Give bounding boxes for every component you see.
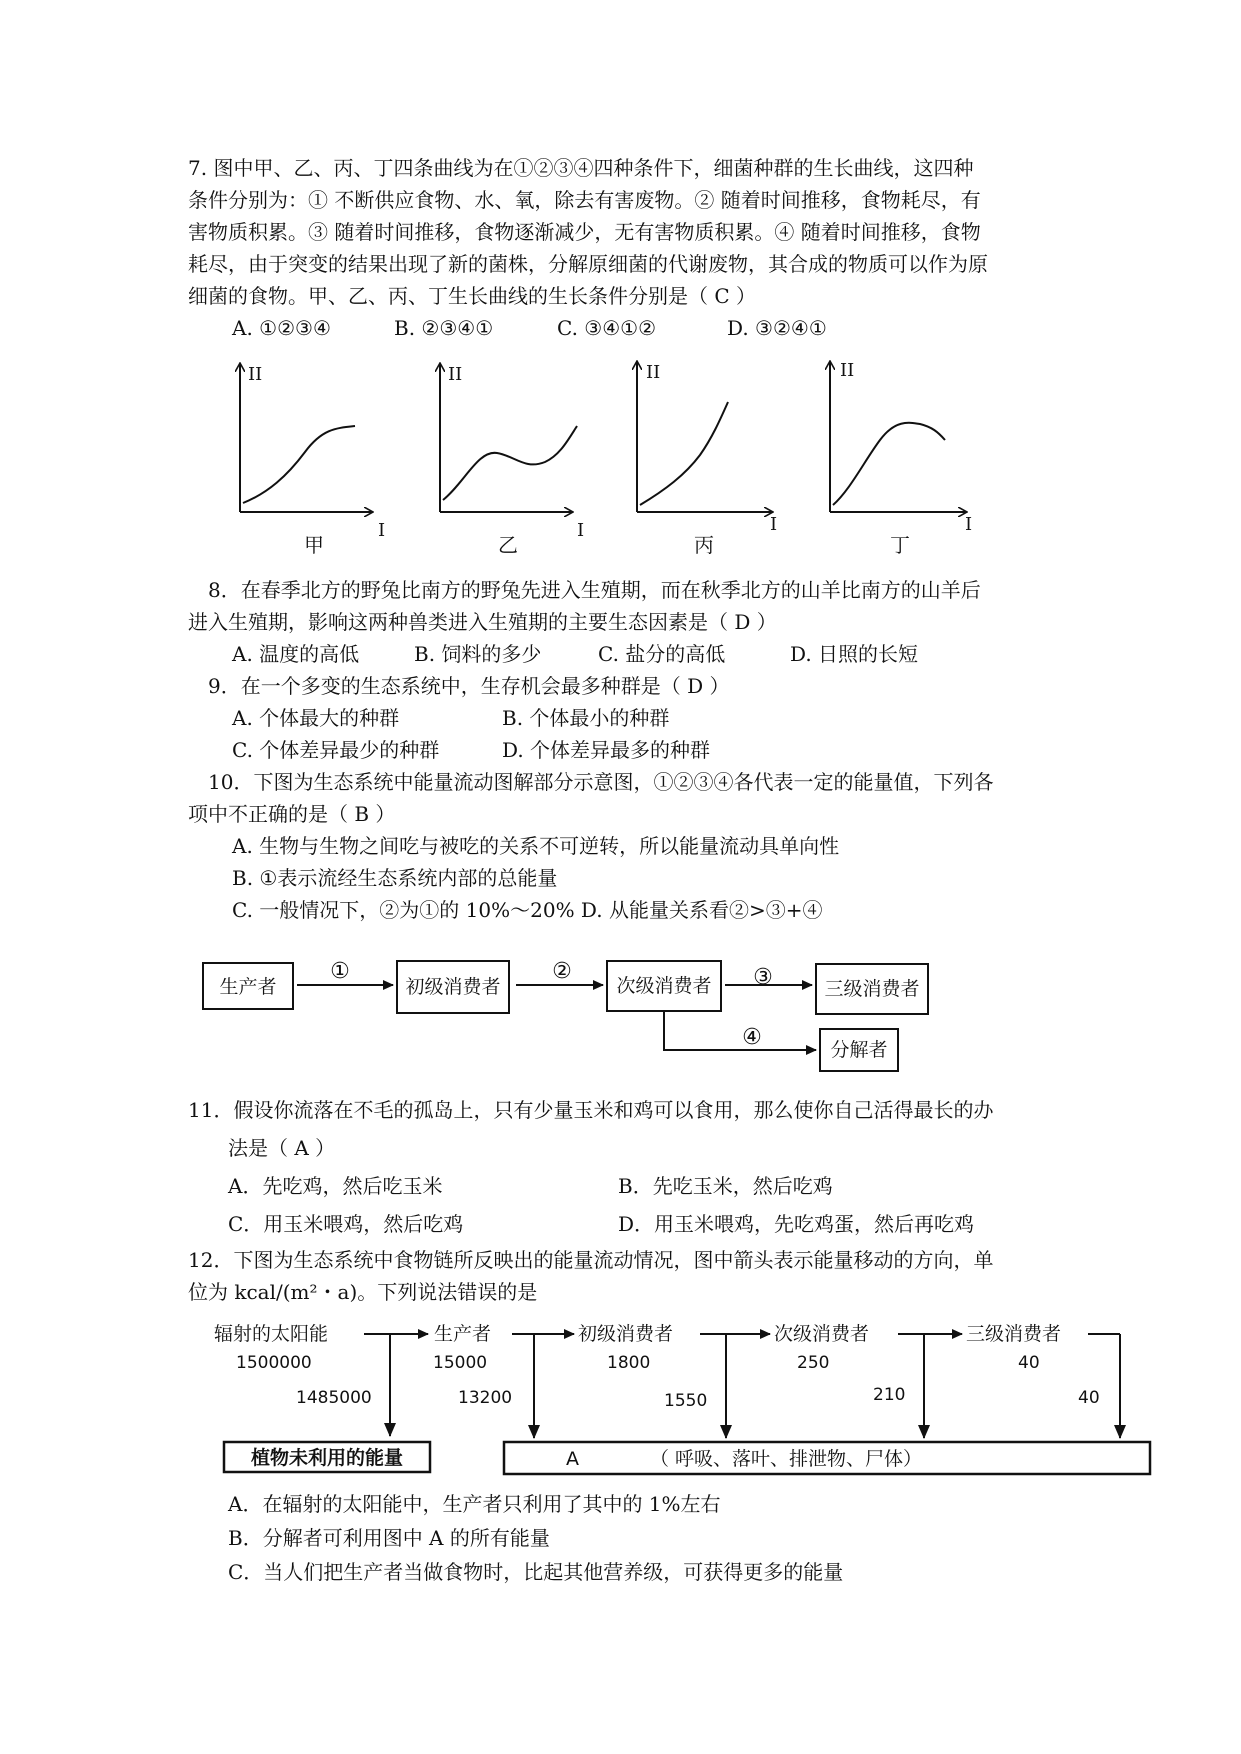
q8-line-2: 进入生殖期，影响这两种兽类进入生殖期的主要生态因素是（ D ） <box>188 610 777 634</box>
q12-food-chain-diagram <box>0 1310 1241 1480</box>
node-secondary-consumer-label: 次级消费者 <box>616 975 712 997</box>
chain-producer-value: 15000 <box>433 1353 488 1373</box>
node-producer-label: 生产者 <box>219 976 277 998</box>
chart-ding-name: 丁 <box>890 533 910 557</box>
chain-tertiary-label: 三级消费者 <box>966 1323 1062 1345</box>
down-value-3: 1550 <box>664 1391 708 1411</box>
q10-line-1: 10．下图为生态系统中能量流动图解部分示意图，①②③④各代表一定的能量值，下列各 <box>208 770 994 794</box>
q11-option-c: C．用玉米喂鸡，然后吃鸡 <box>228 1212 464 1236</box>
chart-yi-y-label: II <box>448 364 463 385</box>
q8-option-c: C. 盐分的高低 <box>598 642 726 666</box>
chart-ding <box>830 360 972 557</box>
q9-option-c: C. 个体差异最少的种群 <box>232 738 440 762</box>
chart-yi-x-label: I <box>577 520 585 541</box>
q8-option-d: D. 日照的长短 <box>790 642 919 666</box>
down-value-1: 1485000 <box>296 1388 372 1408</box>
q10-option-a: A. 生物与生物之间吃与被吃的关系不可逆转，所以能量流动具单向性 <box>232 834 840 858</box>
chart-bing-name: 丙 <box>694 533 714 557</box>
q9-line: 9．在一个多变的生态系统中，生存机会最多种群是（ D ） <box>208 674 730 698</box>
q12-line-2: 位为 kcal/(m²・a)。下列说法错误的是 <box>188 1280 538 1304</box>
box-a-desc: （ 呼吸、落叶、排泄物、尸体） <box>650 1448 923 1470</box>
chain-sun-label: 辐射的太阳能 <box>214 1323 329 1345</box>
q11-line-1: 11．假设你流落在不毛的孤岛上，只有少量玉米和鸡可以食用，那么使你自己活得最长的办 <box>188 1098 994 1122</box>
chart-ding-curve <box>833 423 945 505</box>
down-value-4: 210 <box>873 1385 906 1405</box>
chart-bing-y-label: II <box>646 362 661 383</box>
q12-line-1: 12．下图为生态系统中食物链所反映出的能量流动情况，图中箭头表示能量移动的方向，单 <box>188 1248 994 1272</box>
chain-primary-label: 初级消费者 <box>578 1323 674 1345</box>
q10-line-2: 项中不正确的是（ B ） <box>188 802 396 826</box>
chain-tertiary-value: 40 <box>1018 1353 1040 1373</box>
q7-option-d: D. ③②④① <box>727 316 827 340</box>
chart-jia-x-label: I <box>378 520 386 541</box>
q7-line-4: 耗尽，由于突变的结果出现了新的菌株，分解原细菌的代谢废物，其合成的物质可以作为原 <box>188 252 988 276</box>
chain-primary-value: 1800 <box>607 1353 651 1373</box>
q9-option-b: B. 个体最小的种群 <box>502 706 670 730</box>
q8-option-b: B. 饲料的多少 <box>414 642 542 666</box>
node-decomposer-label: 分解者 <box>830 1039 888 1061</box>
chart-yi-name: 乙 <box>498 533 518 557</box>
chain-secondary-value: 250 <box>797 1353 830 1373</box>
q7-option-b: B. ②③④① <box>394 316 494 340</box>
q9-option-d: D. 个体差异最多的种群 <box>502 738 711 762</box>
chain-producer-label: 生产者 <box>434 1323 492 1345</box>
arrow-4 <box>664 1011 816 1050</box>
box-a-letter: A <box>566 1448 579 1470</box>
q12-option-a: A．在辐射的太阳能中，生产者只利用了其中的 1%左右 <box>228 1492 721 1516</box>
chart-yi <box>440 364 584 557</box>
chart-ding-x-label: I <box>965 514 973 535</box>
node-primary-consumer-label: 初级消费者 <box>405 976 501 998</box>
q11-option-b: B．先吃玉米，然后吃鸡 <box>618 1174 833 1198</box>
arrow-2-label: ② <box>552 959 572 984</box>
q7-line-5: 细菌的食物。甲、乙、丙、丁生长曲线的生长条件分别是（ C ） <box>188 284 757 308</box>
q7-option-c: C. ③④①② <box>557 316 657 340</box>
q9-option-a: A. 个体最大的种群 <box>232 706 400 730</box>
q10-option-cd: C. 一般情况下，②为①的 10%～20% D. 从能量关系看②>③+④ <box>232 898 823 922</box>
q7-line-3: 害物质积累。③ 随着时间推移，食物逐渐减少，无有害物质积累。④ 随着时间推移，食物 <box>188 220 981 244</box>
q12-option-c: C．当人们把生产者当做食物时，比起其他营养级，可获得更多的能量 <box>228 1560 844 1584</box>
chart-jia-name: 甲 <box>304 533 324 557</box>
chart-jia <box>240 364 385 557</box>
q7-growth-curves <box>0 0 1241 580</box>
down-value-5: 40 <box>1078 1388 1100 1408</box>
q12-option-b: B．分解者可利用图中 A 的所有能量 <box>228 1526 550 1550</box>
q10-option-b: B. ①表示流经生态系统内部的总能量 <box>232 866 558 890</box>
arrow-3-label: ③ <box>753 965 773 990</box>
q7-option-a: A. ①②③④ <box>232 316 331 340</box>
chart-yi-curve <box>443 426 577 500</box>
chain-sun-value: 1500000 <box>236 1353 312 1373</box>
q11-option-a: A．先吃鸡，然后吃玉米 <box>228 1174 443 1198</box>
q7-line-1: 7. 图中甲、乙、丙、丁四条曲线为在①②③④四种条件下，细菌种群的生长曲线，这四种 <box>188 156 974 180</box>
down-value-2: 13200 <box>458 1388 513 1408</box>
q7-line-2: 条件分别为：① 不断供应食物、水、氧，除去有害废物。② 随着时间推移，食物耗尽，有 <box>188 188 981 212</box>
arrow-1-label: ① <box>330 959 350 984</box>
chart-ding-y-label: II <box>840 360 855 381</box>
q8-line-1: 8．在春季北方的野兔比南方的野兔先进入生殖期，而在秋季北方的山羊比南方的山羊后 <box>208 578 981 602</box>
q11-option-d: D．用玉米喂鸡，先吃鸡蛋，然后再吃鸡 <box>618 1212 975 1236</box>
chart-jia-y-label: II <box>248 364 263 385</box>
box-unused-energy-label: 植物未利用的能量 <box>250 1447 404 1469</box>
chart-bing-curve <box>640 402 728 505</box>
chart-bing <box>637 362 777 557</box>
node-tertiary-consumer-label: 三级消费者 <box>824 978 920 1000</box>
chain-secondary-label: 次级消费者 <box>774 1323 870 1345</box>
q11-line-2: 法是（ A ） <box>228 1136 336 1160</box>
q10-energy-flow-diagram <box>0 920 1241 1080</box>
arrow-4-label: ④ <box>742 1025 762 1050</box>
q8-option-a: A. 温度的高低 <box>232 642 360 666</box>
chart-bing-x-label: I <box>770 514 778 535</box>
